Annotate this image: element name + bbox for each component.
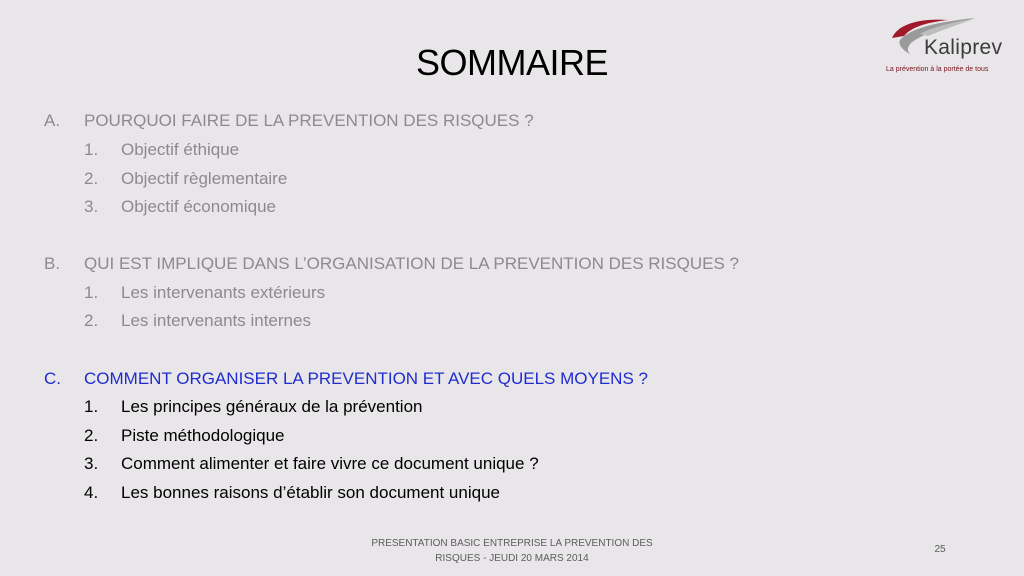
item-marker: 3.: [84, 197, 99, 216]
logo-tagline: La prévention à la portée de tous: [886, 66, 989, 73]
kaliprev-logo: [884, 14, 1014, 78]
item-marker: 3.: [84, 454, 99, 473]
section-heading: QUI EST IMPLIQUE DANS L’ORGANISATION DE LA PREVENTION DES RISQUES ?: [84, 254, 739, 273]
slide-footer: [352, 536, 672, 566]
page-number: 25: [934, 544, 946, 555]
section-marker: C.: [44, 369, 61, 388]
footer-line-1: PRESENTATION BASIC ENTREPRISE LA PREVENTION DES: [371, 538, 653, 549]
item-text: Piste méthodologique: [121, 426, 285, 445]
item-marker: 2.: [84, 311, 99, 330]
item-text: Objectif économique: [121, 197, 276, 216]
item-marker: 1.: [84, 283, 99, 302]
item-text: Les principes généraux de la prévention: [121, 397, 423, 416]
item-marker: 1.: [84, 140, 99, 159]
item-marker: 1.: [84, 397, 99, 416]
slide-title: SOMMAIRE: [415, 42, 608, 83]
item-text: Comment alimenter et faire vivre ce document unique ?: [121, 454, 539, 473]
item-text: Les bonnes raisons d’établir son document unique: [121, 483, 500, 502]
logo-name: Kaliprev: [924, 36, 1003, 59]
item-text: Les intervenants internes: [121, 311, 311, 330]
footer-line-2: RISQUES - JEUDI 20 MARS 2014: [435, 553, 589, 564]
item-marker: 2.: [84, 169, 99, 188]
section-heading: POURQUOI FAIRE DE LA PREVENTION DES RISQUES ?: [84, 111, 534, 130]
section-marker: A.: [44, 111, 61, 130]
item-marker: 2.: [84, 426, 99, 445]
item-text: Les intervenants extérieurs: [121, 283, 326, 302]
section-heading: COMMENT ORGANISER LA PREVENTION ET AVEC QUELS MOYENS ?: [84, 369, 648, 388]
item-text: Objectif éthique: [121, 140, 240, 159]
item-text: Objectif règlementaire: [121, 169, 288, 188]
item-marker: 4.: [84, 483, 99, 502]
section-marker: B.: [44, 254, 61, 273]
